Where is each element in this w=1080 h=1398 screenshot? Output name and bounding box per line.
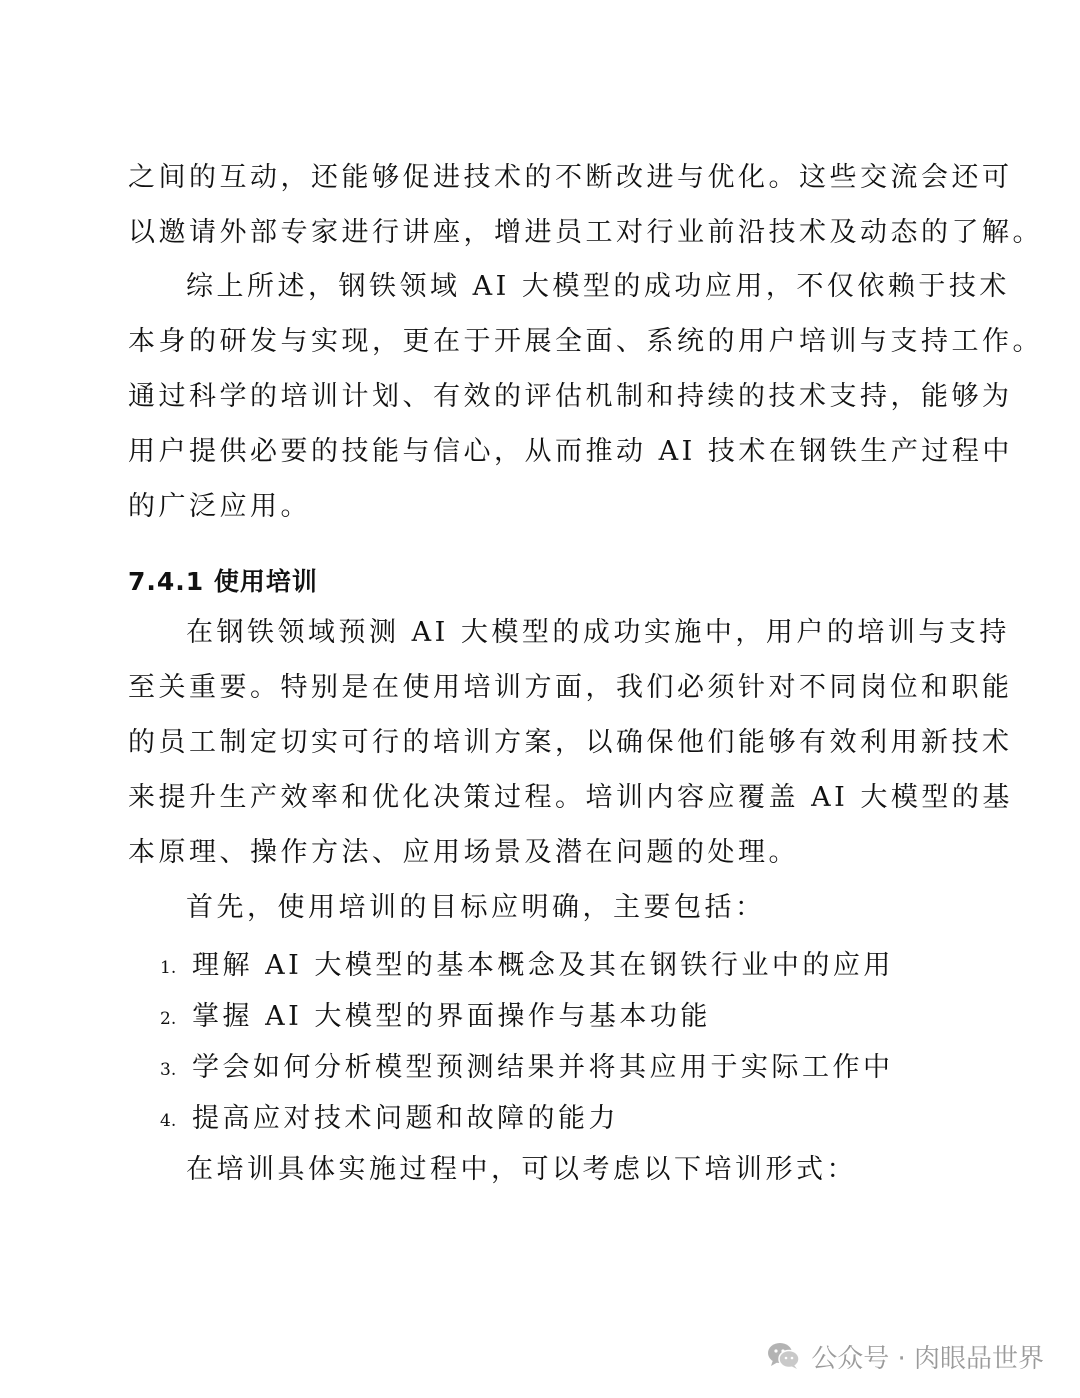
list-item bbox=[160, 948, 894, 986]
paragraph-line: 在钢铁领域预测 AI 大模型的成功实施中，用户的培训与支持 bbox=[186, 617, 1010, 648]
section-number: 7.4.1 bbox=[128, 567, 205, 596]
list-item bbox=[160, 1050, 894, 1088]
watermark-text: 公众号 · 肉眼品世界 bbox=[811, 1343, 1044, 1374]
paragraph-line: 以邀请外部专家进行讲座，增进员工对行业前沿技术及动态的了解。 bbox=[128, 217, 1043, 248]
paragraph-line: 本原理、操作方法、应用场景及潜在问题的处理。 bbox=[128, 837, 799, 868]
paragraph-line: 通过科学的培训计划、有效的评估机制和持续的技术支持，能够为 bbox=[128, 381, 1013, 412]
list-text: 掌握 AI 大模型的界面操作与基本功能 bbox=[192, 1001, 711, 1032]
list-text: 理解 AI 大模型的基本概念及其在钢铁行业中的应用 bbox=[192, 950, 894, 981]
paragraph-line: 来提升生产效率和优化决策过程。培训内容应覆盖 AI 大模型的基 bbox=[128, 782, 1013, 813]
paragraph-line: 综上所述，钢铁领域 AI 大模型的成功应用，不仅依赖于技术 bbox=[186, 271, 1010, 302]
list-number: 2. bbox=[160, 1009, 177, 1029]
paragraph-line: 本身的研发与实现，更在于开展全面、系统的用户培训与支持工作。 bbox=[128, 326, 1043, 357]
list-number: 1. bbox=[160, 958, 177, 978]
list-item bbox=[160, 999, 711, 1037]
list-item bbox=[160, 1101, 619, 1139]
paragraph-line: 首先，使用培训的目标应明确，主要包括： bbox=[186, 892, 766, 923]
list-text: 学会如何分析模型预测结果并将其应用于实际工作中 bbox=[192, 1052, 894, 1083]
paragraph-line: 在培训具体实施过程中，可以考虑以下培训形式： bbox=[186, 1154, 857, 1185]
section-title: 使用培训 bbox=[213, 567, 318, 596]
list-number: 4. bbox=[160, 1111, 177, 1131]
list-text: 提高应对技术问题和故障的能力 bbox=[192, 1103, 619, 1134]
paragraph-line: 之间的互动，还能够促进技术的不断改进与优化。这些交流会还可 bbox=[128, 162, 1013, 193]
paragraph-line: 用户提供必要的技能与信心，从而推动 AI 技术在钢铁生产过程中 bbox=[128, 436, 1013, 467]
paragraph-line: 至关重要。特别是在使用培训方面，我们必须针对不同岗位和职能 bbox=[128, 672, 1013, 703]
watermark bbox=[767, 1338, 1044, 1374]
list-number: 3. bbox=[160, 1060, 177, 1080]
paragraph-line: 的员工制定切实可行的培训方案，以确保他们能够有效利用新技术 bbox=[128, 727, 1013, 758]
section-heading bbox=[128, 564, 318, 600]
wechat-icon bbox=[767, 1341, 801, 1371]
paragraph-line: 的广泛应用。 bbox=[128, 491, 311, 522]
